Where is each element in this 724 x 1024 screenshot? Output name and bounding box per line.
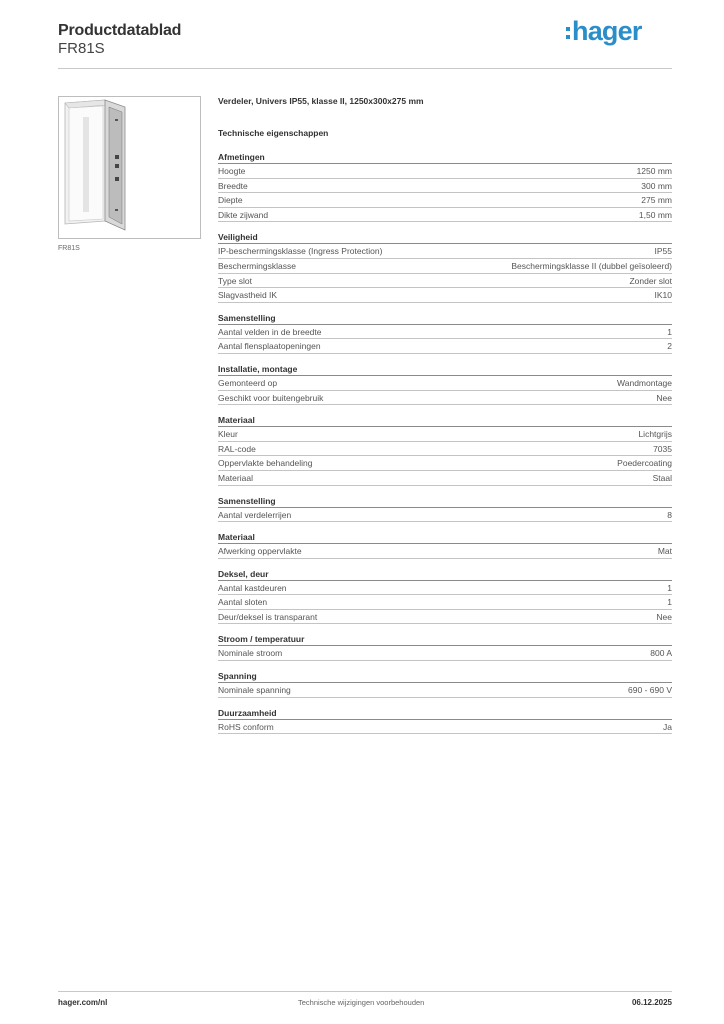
spec-row — [218, 208, 672, 223]
spec-value: Poedercoating — [617, 458, 672, 469]
section-title: Duurzaamheid — [218, 707, 672, 720]
spec-label: Geschikt voor buitengebruik — [218, 392, 324, 403]
spec-label: Kleur — [218, 429, 238, 440]
product-description: Verdeler, Univers IP55, klasse II, 1250x300x275 mm — [218, 96, 424, 106]
spec-row — [218, 274, 672, 289]
spec-row — [218, 646, 672, 661]
section-title: Veiligheid — [218, 231, 672, 244]
spec-label: Aantal flensplaatopeningen — [218, 341, 321, 352]
spec-sections — [218, 151, 672, 734]
spec-label: Dikte zijwand — [218, 209, 269, 220]
spec-value: 8 — [667, 509, 672, 520]
spec-row — [218, 376, 672, 391]
spec-label: Gemonteerd op — [218, 377, 278, 388]
spec-label: RAL-code — [218, 443, 256, 454]
spec-row — [218, 442, 672, 457]
spec-value: Ja — [663, 721, 672, 732]
spec-section — [218, 633, 672, 661]
spec-value: 1 — [667, 597, 672, 608]
footer-disclaimer: Technische wijzigingen voorbehouden — [298, 998, 425, 1007]
spec-value: 2 — [667, 341, 672, 352]
hager-logo — [566, 14, 642, 48]
spec-row — [218, 259, 672, 274]
section-title: Samenstelling — [218, 312, 672, 325]
spec-label: Afwerking oppervlakte — [218, 546, 302, 557]
section-title: Afmetingen — [218, 151, 672, 164]
spec-value: 300 mm — [641, 180, 672, 191]
spec-value: 275 mm — [641, 195, 672, 206]
spec-label: Deur/deksel is transparant — [218, 611, 318, 622]
spec-row — [218, 544, 672, 559]
spec-row — [218, 288, 672, 303]
spec-label: IP-beschermingsklasse (Ingress Protection) — [218, 246, 383, 257]
spec-section — [218, 231, 672, 302]
spec-row — [218, 581, 672, 596]
spec-row — [218, 179, 672, 194]
spec-section — [218, 414, 672, 485]
spec-value: Wandmontage — [617, 377, 672, 388]
spec-label: Aantal kastdeuren — [218, 582, 287, 593]
section-title: Materiaal — [218, 531, 672, 544]
spec-section — [218, 363, 672, 405]
tech-heading: Technische eigenschappen — [218, 128, 329, 138]
spec-section — [218, 707, 672, 735]
spec-row — [218, 610, 672, 625]
spec-label: Beschermingsklasse — [218, 260, 296, 271]
spec-value: IK10 — [654, 290, 672, 301]
section-title: Installatie, montage — [218, 363, 672, 376]
spec-label: Nominale stroom — [218, 648, 283, 659]
spec-row — [218, 683, 672, 698]
spec-row — [218, 244, 672, 259]
spec-row — [218, 471, 672, 486]
spec-label: Slagvastheid IK — [218, 290, 278, 301]
spec-section — [218, 568, 672, 625]
spec-value: Lichtgrijs — [638, 429, 672, 440]
spec-value: Mat — [657, 546, 672, 557]
spec-row — [218, 427, 672, 442]
spec-value: Beschermingsklasse II (dubbel geïsoleerd) — [511, 260, 672, 271]
header-divider — [58, 68, 672, 69]
spec-label: Breedte — [218, 180, 248, 191]
spec-row — [218, 391, 672, 406]
spec-row — [218, 339, 672, 354]
logo-dots-icon — [566, 27, 570, 39]
spec-row — [218, 508, 672, 523]
spec-value: 1250 mm — [636, 166, 672, 176]
spec-label: RoHS conform — [218, 721, 274, 732]
section-title: Deksel, deur — [218, 568, 672, 581]
spec-value: Staal — [652, 472, 672, 483]
spec-section — [218, 151, 672, 222]
page-title: Productdatablad — [58, 22, 182, 39]
spec-row — [218, 164, 672, 179]
spec-section — [218, 312, 672, 354]
product-code: FR81S — [58, 40, 105, 57]
spec-value: IP55 — [654, 246, 672, 257]
footer-divider — [58, 991, 672, 992]
product-image-caption: FR81S — [58, 245, 80, 252]
cabinet-illustration-icon — [59, 97, 200, 238]
spec-section — [218, 495, 672, 523]
spec-section — [218, 670, 672, 698]
spec-value: 7035 — [653, 443, 672, 454]
spec-row — [218, 595, 672, 610]
spec-label: Hoogte — [218, 166, 246, 176]
spec-label: Nominale spanning — [218, 685, 291, 696]
spec-section — [218, 531, 672, 559]
spec-value: Zonder slot — [629, 275, 672, 286]
section-title: Materiaal — [218, 414, 672, 427]
spec-label: Aantal verdelerrijen — [218, 509, 292, 520]
logo-text: hager — [572, 15, 642, 46]
spec-label: Materiaal — [218, 472, 253, 483]
spec-label: Aantal velden in de breedte — [218, 326, 322, 337]
spec-row — [218, 193, 672, 208]
spec-value: 1,50 mm — [638, 209, 672, 220]
spec-value: 690 - 690 V — [628, 685, 672, 696]
section-title: Samenstelling — [218, 495, 672, 508]
spec-label: Oppervlakte behandeling — [218, 458, 313, 469]
spec-row — [218, 456, 672, 471]
footer-website-link[interactable]: hager.com/nl — [58, 998, 108, 1007]
spec-label: Type slot — [218, 275, 253, 286]
footer-date: 06.12.2025 — [631, 998, 672, 1007]
spec-value: 800 A — [650, 648, 672, 659]
spec-row — [218, 325, 672, 340]
datasheet-content — [218, 96, 672, 743]
spec-value: Nee — [656, 611, 672, 622]
spec-value: Nee — [656, 392, 672, 403]
section-title: Stroom / temperatuur — [218, 633, 672, 646]
spec-value: 1 — [667, 582, 672, 593]
product-image — [58, 96, 201, 239]
spec-label: Diepte — [218, 195, 243, 206]
spec-value: 1 — [667, 326, 672, 337]
section-title: Spanning — [218, 670, 672, 683]
spec-row — [218, 720, 672, 735]
spec-label: Aantal sloten — [218, 597, 268, 608]
